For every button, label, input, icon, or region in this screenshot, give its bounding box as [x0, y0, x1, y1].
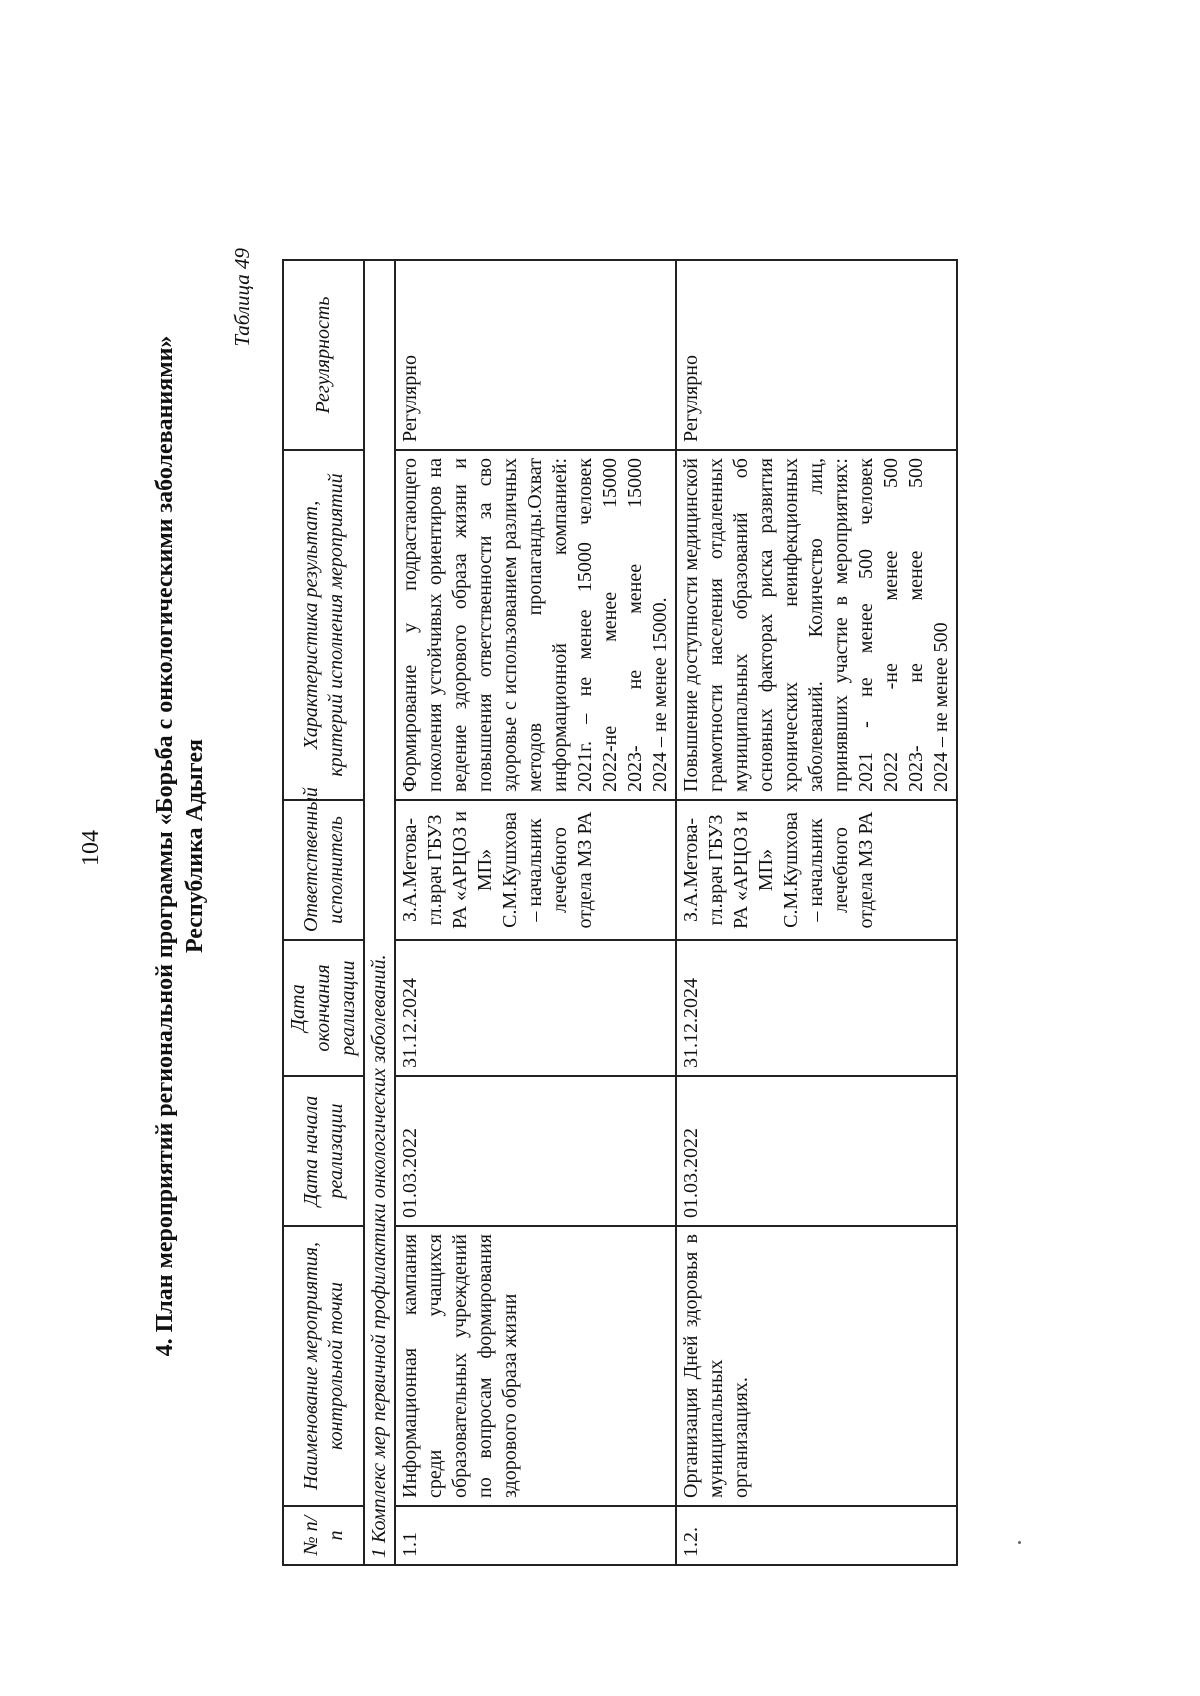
- row-responsible: [676, 800, 957, 940]
- row-result: [395, 450, 676, 800]
- title-line-2: Республика Адыгея: [182, 738, 208, 954]
- table-row: [395, 260, 676, 1565]
- cell-line: лечебного: [549, 827, 571, 913]
- header-start-date: Дата начала реализации: [283, 1076, 364, 1226]
- cell-line: МП»: [474, 848, 496, 892]
- header-result: Характеристика результат, критерий исполнения мероприятий: [283, 450, 364, 800]
- cell-line: Формирование у подрастающего: [399, 458, 421, 792]
- row-end-date: 31.12.2024: [676, 940, 957, 1076]
- row-name: [395, 1226, 676, 1506]
- row-result: [676, 450, 957, 800]
- cell-line: заболеваний. Количество лиц,: [805, 458, 827, 792]
- cell-line: Повышение доступности медицинской: [680, 458, 702, 792]
- cell-line: здоровье с использованием различных: [499, 458, 521, 792]
- cell-line: муниципальных образований об: [730, 458, 752, 792]
- cell-line: отдела МЗ РА: [574, 811, 596, 929]
- header-name: Наименование мероприятия, контрольной точки: [283, 1226, 364, 1506]
- row-responsible: [395, 800, 676, 940]
- title-line-1: 4. План мероприятий региональной программы «Борьба с онкологическими заболеваниями»: [152, 335, 178, 1357]
- cell-line: грамотности населения отдаленных: [705, 458, 727, 792]
- cell-line: З.А.Метова-: [680, 817, 702, 923]
- table-row: [676, 260, 957, 1565]
- header-end-date: Дата окончания реализации: [283, 940, 364, 1076]
- cell-line: образовательных учреждений: [449, 1234, 471, 1498]
- row-start-date: 01.03.2022: [395, 1076, 676, 1226]
- cell-line: гл.врач ГБУЗ: [705, 814, 727, 926]
- cell-line: 2024 – не менее 15000.: [649, 597, 671, 792]
- row-regularity: Регулярно: [395, 260, 676, 450]
- cell-line: хронических неинфекционных: [780, 458, 802, 792]
- section-row: [364, 260, 395, 1565]
- cell-line: поколения устойчивых ориентиров на: [424, 458, 446, 792]
- scan-speck: [1018, 1541, 1021, 1544]
- cell-line: Информационная кампания среди учащихся: [399, 1234, 446, 1498]
- cell-line: З.А.Метова-: [399, 817, 421, 923]
- cell-line: РА «АРЦОЗ и: [730, 811, 752, 929]
- header-regularity: Регулярность: [283, 260, 364, 450]
- cell-line: повышения ответственности за сво: [474, 458, 496, 792]
- cell-line: Организация Дней здоровья в: [680, 1234, 702, 1498]
- cell-line: 2024 – не менее 500: [930, 622, 952, 792]
- cell-line: – начальник: [805, 818, 827, 922]
- cell-line: здорового образа жизни: [499, 1293, 521, 1498]
- cell-line: принявших участие в мероприятиях:: [830, 458, 852, 792]
- cell-line: 2022-не менее 15000: [599, 458, 621, 792]
- cell-line: 2023- не менее 15000: [624, 458, 646, 792]
- cell-line: гл.врач ГБУЗ: [424, 814, 446, 926]
- action-plan-table: [282, 259, 958, 1566]
- row-start-date: 01.03.2022: [676, 1076, 957, 1226]
- row-regularity: Регулярно: [676, 260, 957, 450]
- cell-line: информационной компанией:: [549, 458, 571, 792]
- page-number: 104: [78, 830, 104, 866]
- cell-line: 2023- не менее 500: [905, 458, 927, 792]
- cell-line: муниципальных организациях.: [705, 1359, 752, 1498]
- header-num: № п/п: [283, 1506, 364, 1565]
- document-title: [150, 256, 210, 1436]
- row-num: 1.2.: [676, 1506, 957, 1565]
- cell-line: лечебного: [830, 827, 852, 913]
- table-caption: Таблица 49: [230, 248, 254, 347]
- cell-line: МП»: [755, 848, 777, 892]
- cell-line: РА «АРЦОЗ и: [449, 811, 471, 929]
- section-title: 1 Комплекс мер первичной профилактики онкологических заболеваний.: [364, 260, 395, 1565]
- row-num: 1.1: [395, 1506, 676, 1565]
- cell-line: С.М.Кушхова: [780, 812, 802, 928]
- cell-line: ведение здорового образа жизни и: [449, 458, 471, 792]
- table-header-row: [283, 260, 364, 1565]
- cell-line: 2021г. – не менее 15000 человек: [574, 458, 596, 792]
- cell-line: 2022 -не менее 500: [880, 458, 902, 792]
- cell-line: по вопросам формирования: [474, 1234, 496, 1498]
- row-end-date: 31.12.2024: [395, 940, 676, 1076]
- cell-line: 2021 - не менее 500 человек: [855, 458, 877, 792]
- cell-line: С.М.Кушхова: [499, 812, 521, 928]
- cell-line: методов пропаганды.Охват: [524, 458, 546, 792]
- row-name: [676, 1226, 957, 1506]
- cell-line: – начальник: [524, 818, 546, 922]
- header-responsible: Ответственный исполнитель: [283, 800, 364, 940]
- cell-line: отдела МЗ РА: [855, 811, 877, 929]
- cell-line: основных факторах риска развития: [755, 458, 777, 792]
